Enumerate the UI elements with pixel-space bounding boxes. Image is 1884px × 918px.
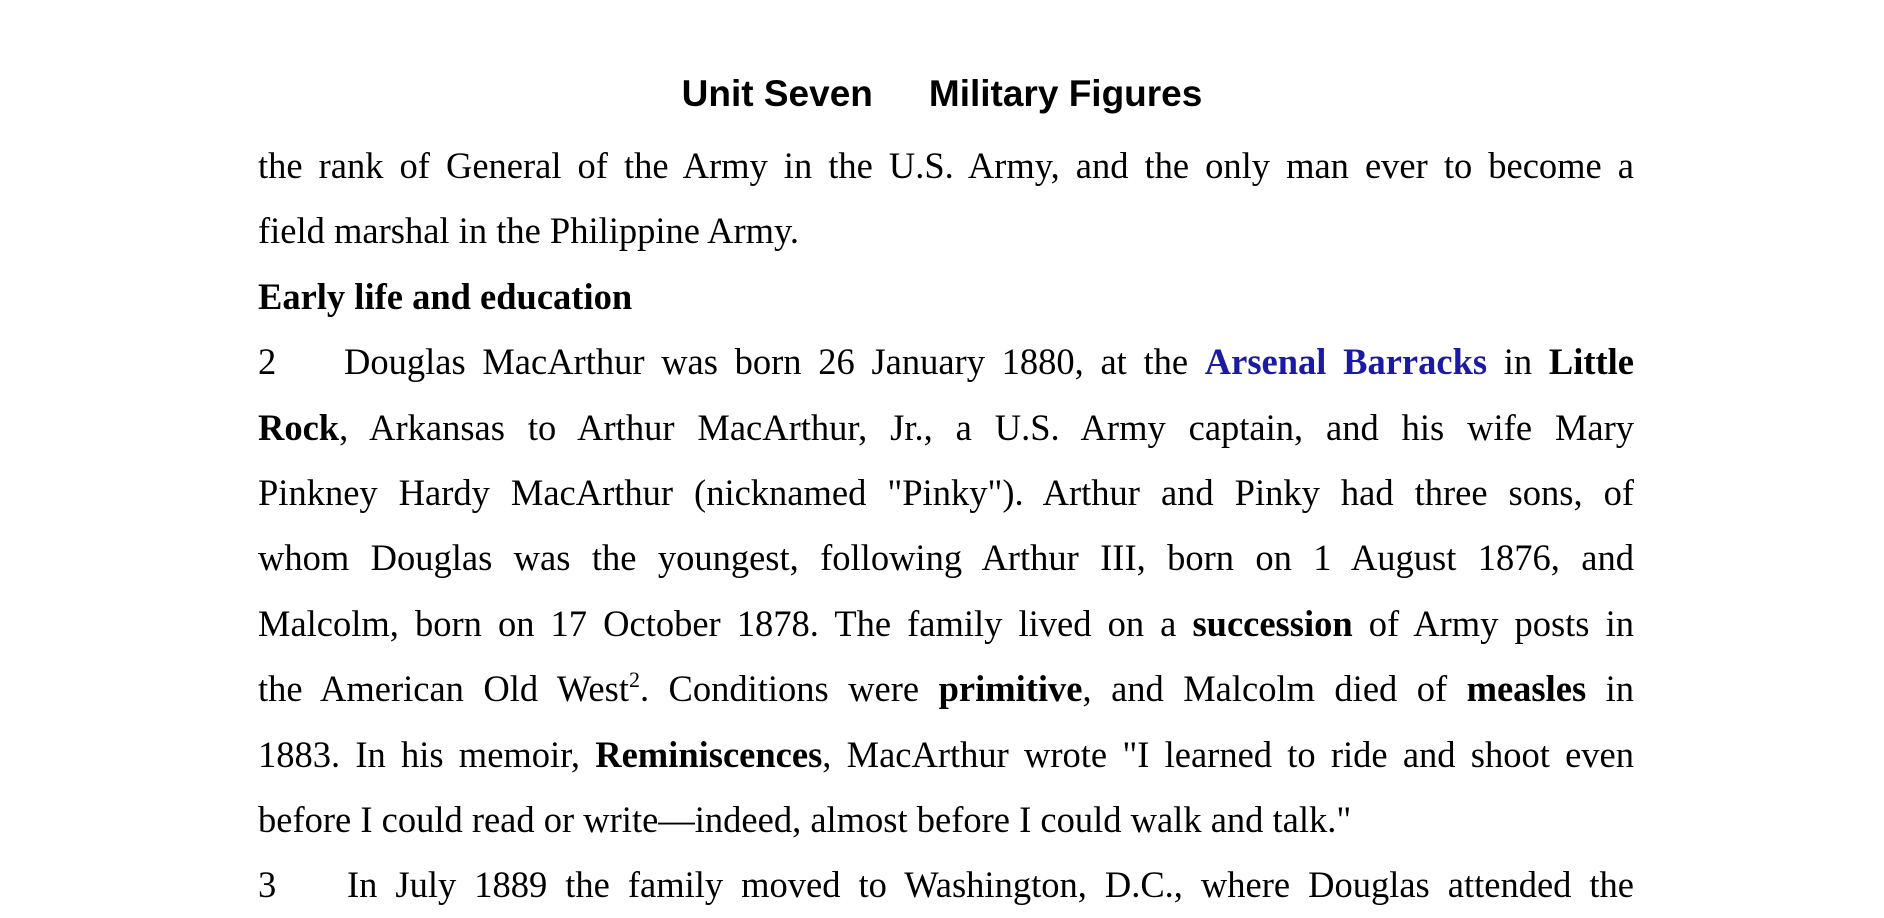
paragraph-2-line xyxy=(258,460,1634,525)
p2-text: , MacArthur wrote "I learned to ride and shoot even xyxy=(822,733,1634,775)
p2-text: the American Old West xyxy=(258,668,629,710)
p2-text: 1883. In his memoir, xyxy=(258,733,596,775)
paragraph-2-line xyxy=(258,525,1634,590)
paragraph-2-line xyxy=(258,722,1634,787)
term-little-rock: Little xyxy=(1548,341,1634,383)
p2-text: before I could read or write—indeed, almost before I could walk and talk." xyxy=(258,798,1352,840)
p2-text: Douglas MacArthur was born 26 January 1880, at the xyxy=(344,341,1205,383)
paragraph-2-line xyxy=(258,656,1634,721)
body-text xyxy=(258,133,1634,918)
paragraph-3-line xyxy=(258,852,1634,917)
p2-text: whom Douglas was the youngest, following Arthur III, born on 1 August 1876, and xyxy=(258,537,1634,579)
paragraph-2-line xyxy=(258,395,1634,460)
term-measles: measles xyxy=(1466,668,1587,710)
paragraph-2-line xyxy=(258,787,1634,852)
unit-label: Unit Seven xyxy=(681,73,873,114)
footnote-marker: 2 xyxy=(628,667,640,693)
intro-line xyxy=(258,198,1634,263)
term-little-rock: Rock xyxy=(258,406,340,448)
p2-text: in xyxy=(1487,341,1549,383)
paragraph-2-line xyxy=(258,329,1634,394)
p2-text: , and Malcolm died of xyxy=(1082,668,1467,710)
intro-text-2: field marshal in the Philippine Army. xyxy=(258,210,799,252)
intro-text-1: the rank of General of the Army in the U.S. Army, and the only man ever to become a xyxy=(258,145,1634,186)
p2-text: of Army posts in xyxy=(1352,602,1634,644)
paragraph-number: 3 xyxy=(258,864,277,906)
intro-line xyxy=(258,133,1634,198)
section-heading-text: Early life and education xyxy=(258,275,633,317)
paragraph-2-line xyxy=(258,591,1634,656)
term-primitive: primitive xyxy=(938,668,1083,710)
term-succession: succession xyxy=(1192,602,1353,644)
section-heading xyxy=(258,264,1634,329)
unit-topic: Military Figures xyxy=(928,73,1203,114)
p2-text: in xyxy=(1586,668,1634,710)
running-header xyxy=(0,72,1884,116)
p2-text: Malcolm, born on 17 October 1878. The family lived on a xyxy=(258,602,1193,644)
p2-text: . Conditions were xyxy=(639,668,939,710)
term-reminiscences: Reminiscences xyxy=(595,733,823,775)
paragraph-number: 2 xyxy=(258,341,277,383)
p3-text: In July 1889 the family moved to Washington, D.C., where Douglas attended the xyxy=(347,864,1634,906)
p2-text: Pinkney Hardy MacArthur (nicknamed "Pinky"). Arthur and Pinky had three sons, of xyxy=(258,471,1634,513)
p2-text: , Arkansas to Arthur MacArthur, Jr., a U.S. Army captain, and his wife Mary xyxy=(339,406,1634,448)
arsenal-barracks-link[interactable]: Arsenal Barracks xyxy=(1204,341,1488,383)
